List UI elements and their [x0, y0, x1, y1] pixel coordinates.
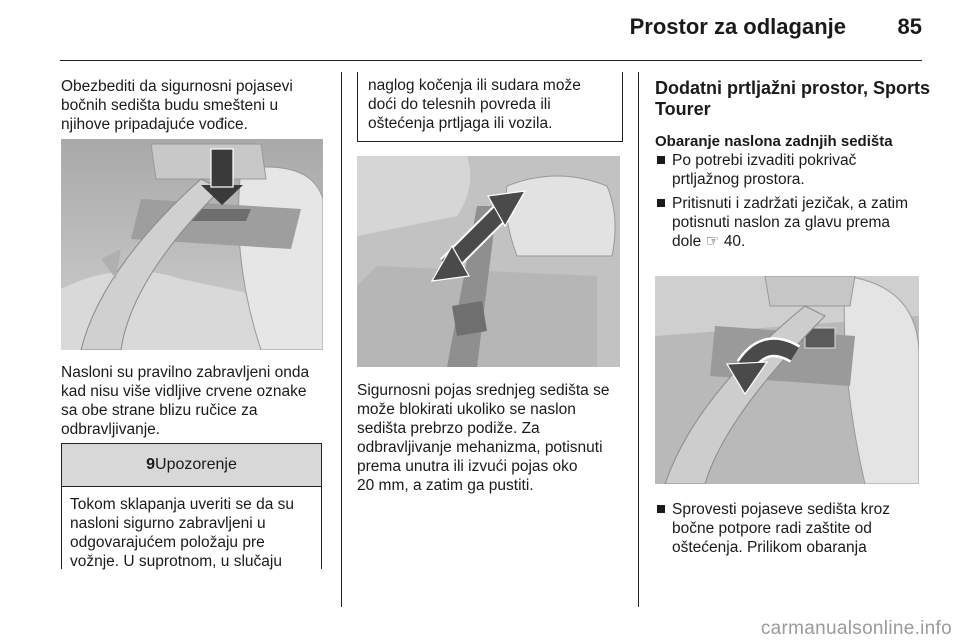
bullet-item-1 [655, 151, 942, 189]
warning-header [62, 443, 321, 487]
text-line: oštećenja. Prilikom obaranja [672, 539, 867, 556]
text-line: dole ☞ 40. [672, 233, 746, 250]
text-line: vožnje. U suprotnom, u slučaju [70, 553, 282, 570]
warning-title: Upozorenje [155, 456, 237, 473]
text-line: prema unutra ili izvući pojas oko [357, 458, 578, 475]
figure-armrest-arrow [655, 276, 919, 484]
text-line: sedišta prebrzo podiže. Za [357, 420, 540, 437]
col1-paragraph-2 [61, 363, 336, 439]
text-line: Nasloni su pravilno zabravljeni onda [61, 364, 310, 381]
text-line: može blokirati ukoliko se naslon [357, 401, 576, 418]
column-divider-left [341, 72, 342, 607]
text-line: bočne potpore radi zaštite od [672, 520, 872, 537]
subsection-heading: Obaranje naslona zadnjih sedišta [655, 133, 893, 150]
text-line: bočnih sedišta budu smešteni u [61, 97, 279, 114]
col2-paragraph-1 [357, 381, 632, 495]
bullet-square-icon [657, 156, 665, 164]
text-line: Po potrebi izvaditi pokrivač [672, 152, 857, 169]
warning-icon: 9 [146, 456, 156, 473]
text-line: sa obe strane blizu ručice za [61, 402, 258, 419]
warning-box-continued [357, 72, 623, 142]
text-line: Tourer [655, 99, 711, 119]
text-line: Pritisnuti i zadržati jezičak, a zatim [672, 195, 909, 212]
text-line: odbravljivanje. [61, 421, 161, 438]
figure-center-seatbelt [357, 156, 620, 367]
text-line: odgovarajućem položaju pre [70, 534, 265, 551]
text-line: naglog kočenja ili sudara može [368, 77, 581, 94]
column-divider-right [638, 72, 639, 607]
text-line: odbravljivanje mehanizma, potisnuti [357, 439, 603, 456]
text-line: Obezbediti da sigurnosni pojasevi [61, 78, 293, 95]
text-line: doći do telesnih povreda ili [368, 96, 551, 113]
bullet-item-4 [655, 500, 942, 557]
text-line: Tokom sklapanja uveriti se da su [70, 496, 295, 513]
text-line: potisnuti naslon za glavu prema [672, 214, 890, 231]
header-divider [60, 60, 922, 61]
watermark: carmanualsonline.info [760, 618, 952, 639]
warning-box [61, 443, 322, 569]
text-line: Sigurnosni pojas srednjeg sedišta se [357, 382, 610, 399]
text-line: oštećenja prtljaga ili vozila. [368, 115, 553, 132]
text-line: prtljažnog prostora. [672, 171, 805, 188]
text-line: njihove pripadajuće vođice. [61, 116, 248, 133]
figure-seat-latch-arrow [61, 139, 323, 350]
text-line: nasloni sigurno zabravljeni u [70, 515, 266, 532]
section-heading [655, 78, 930, 120]
page-header-title: Prostor za odlaganje [629, 14, 846, 39]
bullet-item-2 [655, 194, 942, 251]
text-line: Sprovesti pojaseve sedišta kroz [672, 501, 890, 518]
text-line: kad nisu više vidljive crvene oznake [61, 383, 307, 400]
bullet-square-icon [657, 199, 665, 207]
warning-body [62, 487, 321, 571]
bullet-square-icon [657, 505, 665, 513]
text-line: 20 mm, a zatim ga pustiti. [357, 477, 534, 494]
text-line: Dodatni prtljažni prostor, Sports [655, 78, 931, 98]
page-number: 85 [897, 14, 922, 39]
col1-paragraph-1 [61, 77, 336, 134]
